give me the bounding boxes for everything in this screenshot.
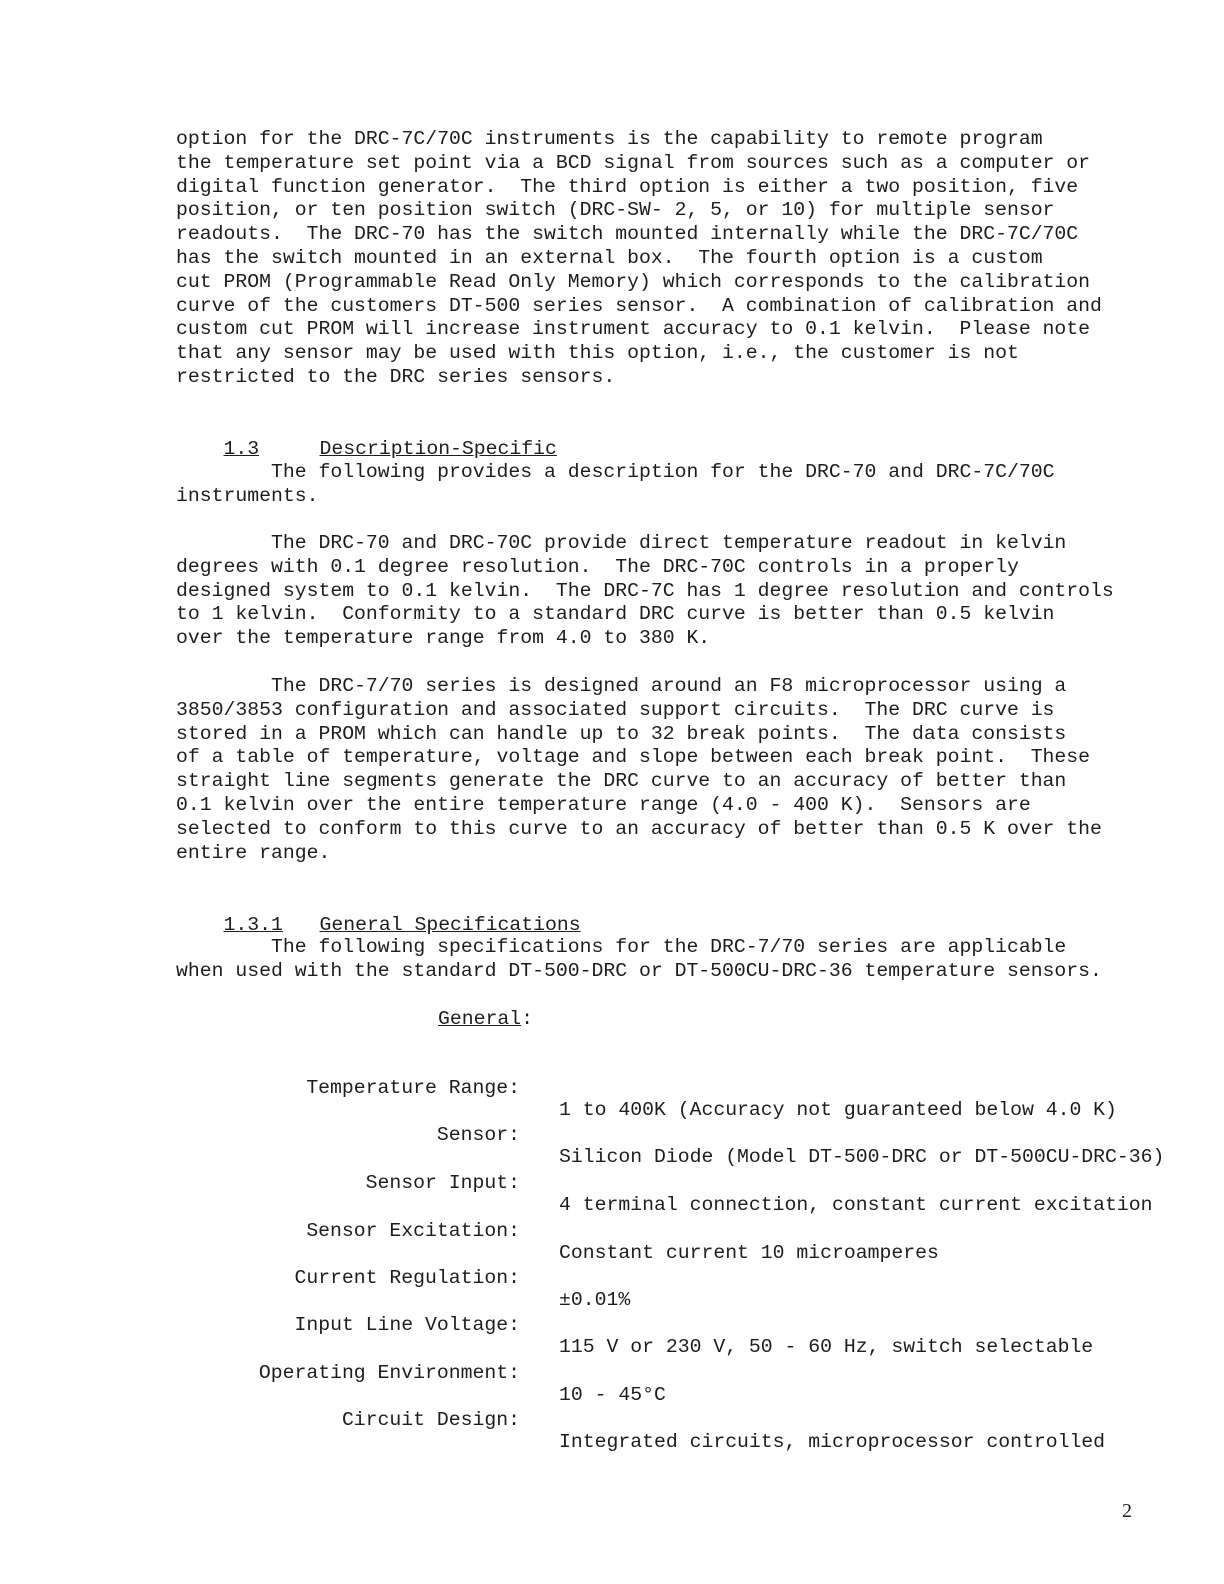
section-number: 1.3 bbox=[223, 438, 260, 460]
spec-label: Sensor Input: bbox=[365, 1172, 520, 1194]
spec-value: 4 terminal connection, constant current excitation bbox=[559, 1194, 1153, 1216]
section-title: General Specifications bbox=[319, 914, 581, 936]
spec-row bbox=[150, 1102, 1210, 1168]
spec-value: Silicon Diode (Model DT-500-DRC or DT-500CU-DRC-36) bbox=[559, 1146, 1165, 1168]
spec-value: 1 to 400K (Accuracy not guaranteed below 4.0 K) bbox=[559, 1099, 1117, 1121]
specs-heading-colon: : bbox=[521, 1008, 533, 1030]
spec-row bbox=[150, 1340, 1210, 1406]
spec-label: Current Regulation: bbox=[294, 1267, 520, 1289]
spec-row bbox=[150, 1292, 1210, 1358]
spec-row bbox=[150, 1055, 1210, 1121]
spec-row bbox=[150, 1150, 1210, 1216]
spec-value: 115 V or 230 V, 50 - 60 Hz, switch selectable bbox=[559, 1336, 1094, 1358]
spec-label: Sensor Excitation: bbox=[306, 1220, 520, 1242]
spec-label: Operating Environment: bbox=[258, 1362, 520, 1384]
spec-row bbox=[150, 1198, 1210, 1264]
paragraph-microprocessor: The DRC-7/70 series is designed around an F8 microprocessor using a 3850/3853 configuration and associated support circuits. The DRC curve is stored in a PROM which can handle up to 32 break points. The data consists of a table of temperature, voltage and slope between each break point. These straight line segments generate the DRC curve to an accuracy of better than 0.1 kelvin over the entire temperature range (4.0 - 400 K). Sensors are selected to conform to this curve to an accuracy of better than 0.5 K over the entire range. bbox=[176, 675, 1102, 864]
spec-row bbox=[150, 1245, 1210, 1311]
paragraph-specifications-intro: The following specifications for the DRC-7/70 series are applicable when used with the standard DT-500-DRC or DT-500CU-DRC-36 temperature sensors. bbox=[176, 936, 1102, 982]
page-number: 2 bbox=[1122, 1500, 1132, 1522]
spec-label: Input Line Voltage: bbox=[294, 1314, 520, 1336]
specs-heading-text: General bbox=[438, 1008, 522, 1030]
intro-paragraph: option for the DRC-7C/70C instruments is the capability to remote program the temperature set point via a BCD signal from sources such as a computer or digital function generator. The third option is either a two position, five position, or ten position switch (DRC-SW- 2, 5, or 10) for multiple sensor readouts. The DRC-70 has the switch mounted internally while the DRC-7C/70C has the switch mounted in an external box. The fourth option is a custom cut PROM (Programmable Read Only Memory) which corresponds to the calibration curve of the customers DT-500 series sensor. A combination of calibration and custom cut PROM will increase instrument accuracy to 0.1 kelvin. Please note that any sensor may be used with this option, i.e., the customer is not restricted to the DRC series sensors. bbox=[176, 128, 1102, 388]
spec-label: Temperature Range: bbox=[306, 1077, 520, 1099]
spec-label: Sensor: bbox=[436, 1124, 520, 1146]
paragraph-readout: The DRC-70 and DRC-70C provide direct temperature readout in kelvin degrees with 0.1 degree resolution. The DRC-70C controls in a properly designed system to 0.1 kelvin. The DRC-7C has 1 degree resolution and controls to 1 kelvin. Conformity to a standard DRC curve is better than 0.5 kelvin over the temperature range from 4.0 to 380 K. bbox=[176, 532, 1114, 650]
spec-row bbox=[150, 1387, 1210, 1453]
spec-value: Constant current 10 microamperes bbox=[559, 1242, 939, 1264]
section-number: 1.3.1 bbox=[223, 914, 283, 936]
specs-general-heading bbox=[438, 1008, 533, 1030]
spec-value: ±0.01% bbox=[559, 1289, 631, 1311]
spec-label: Circuit Design: bbox=[341, 1409, 520, 1431]
spec-value: 10 - 45°C bbox=[559, 1384, 666, 1406]
paragraph-description-intro: The following provides a description for the DRC-70 and DRC-7C/70C instruments. bbox=[176, 461, 1055, 507]
section-title: Description-Specific bbox=[319, 438, 557, 460]
spec-value: Integrated circuits, microprocessor controlled bbox=[559, 1431, 1106, 1453]
